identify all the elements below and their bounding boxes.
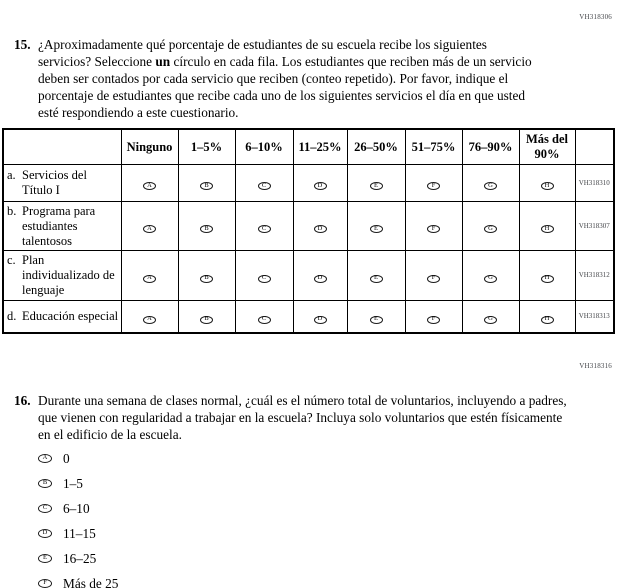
table-header-row	[3, 129, 614, 165]
row-label-text: Programa para estudiantes talentosos	[22, 204, 96, 248]
option-0	[38, 452, 589, 465]
option-label: Más de 25	[63, 575, 119, 588]
answer-cell	[293, 251, 347, 300]
answer-oval[interactable]: E	[370, 182, 383, 190]
answer-oval[interactable]: A	[143, 182, 156, 190]
row-label-plan-lenguaje	[3, 251, 121, 300]
option-label: 0	[63, 450, 70, 466]
form-code-q16: VH318316	[579, 362, 612, 370]
answer-cell	[178, 300, 235, 333]
answer-cell	[178, 165, 235, 202]
question-16-options	[14, 452, 589, 588]
answer-cell	[462, 251, 519, 300]
header-empty	[3, 129, 121, 165]
answer-oval[interactable]: D	[314, 275, 327, 283]
answer-oval[interactable]: G	[484, 182, 497, 190]
row-label-educacion-especial	[3, 300, 121, 333]
row-prefix: d.	[7, 308, 17, 323]
answer-cell	[462, 202, 519, 251]
answer-cell	[121, 165, 178, 202]
answer-oval[interactable]: A	[143, 275, 156, 283]
question-15-text-part2: círculo en cada fila. Los estudiantes que reciben más de un servicio deben ser contados por cada servicio que reciben (conteo repetido). Por favor, indique el porcentaje de estudiantes que recibe cada uno de los siguientes servicios el día en que usted esté respondiendo a este cuestionario.	[38, 54, 532, 120]
answer-oval[interactable]: F	[427, 275, 440, 283]
answer-oval[interactable]: D	[38, 529, 52, 538]
question-16-text: Durante una semana de clases normal, ¿cuál es el número total de voluntarios, incluyendo a padres, que vienen con regularidad a trabajar en la escuela? Incluya solo voluntarios que estén físicamente en el edificio de la escuela.	[38, 393, 567, 442]
answer-oval[interactable]: B	[200, 316, 213, 324]
answer-cell	[347, 202, 405, 251]
answer-oval[interactable]: C	[258, 182, 271, 190]
option-label: 11–15	[63, 525, 96, 541]
question-16	[14, 392, 589, 588]
row-code: VH318310	[575, 165, 614, 202]
answer-cell	[235, 165, 293, 202]
row-label-text: Plan individualizado de lenguaje	[22, 253, 115, 297]
answer-oval[interactable]: H	[541, 225, 554, 233]
answer-cell	[235, 202, 293, 251]
header-ninguno: Ninguno	[121, 129, 178, 165]
answer-cell	[405, 300, 462, 333]
option-label: 6–10	[63, 500, 90, 516]
option-16-25	[38, 552, 589, 565]
answer-cell	[519, 251, 575, 300]
answer-cell	[519, 300, 575, 333]
answer-cell	[519, 202, 575, 251]
question-16-number: 16.	[14, 393, 31, 408]
table-row	[3, 202, 614, 251]
answer-cell	[121, 300, 178, 333]
answer-oval[interactable]: C	[38, 504, 52, 513]
answer-cell	[121, 251, 178, 300]
answer-oval[interactable]: H	[541, 182, 554, 190]
answer-oval[interactable]: A	[38, 454, 52, 463]
answer-oval[interactable]: E	[38, 554, 52, 563]
answer-cell	[178, 251, 235, 300]
option-11-15	[38, 527, 589, 540]
answer-cell	[293, 202, 347, 251]
answer-oval[interactable]: G	[484, 275, 497, 283]
answer-cell	[347, 300, 405, 333]
row-label-programa-talentosos	[3, 202, 121, 251]
row-code: VH318307	[575, 202, 614, 251]
answer-oval[interactable]: E	[370, 316, 383, 324]
answer-oval[interactable]: B	[200, 275, 213, 283]
row-label-servicios-titulo-1	[3, 165, 121, 202]
question-15-number: 15.	[14, 37, 31, 52]
header-51-75: 51–75%	[405, 129, 462, 165]
option-mas-de-25	[38, 577, 589, 588]
answer-cell	[462, 300, 519, 333]
question-15-text-part1: ¿Aproximadamente qué porcentaje de estudiantes de su escuela recibe los siguientes servicios? Seleccione	[38, 37, 487, 69]
answer-oval[interactable]: C	[258, 275, 271, 283]
row-code: VH318312	[575, 251, 614, 300]
answer-oval[interactable]: G	[484, 225, 497, 233]
option-label: 1–5	[63, 475, 83, 491]
answer-oval[interactable]: F	[38, 579, 52, 588]
option-6-10	[38, 502, 589, 515]
answer-oval[interactable]: A	[143, 316, 156, 324]
answer-oval[interactable]: H	[541, 275, 554, 283]
option-1-5	[38, 477, 589, 490]
answer-cell	[519, 165, 575, 202]
option-label: 16–25	[63, 550, 97, 566]
answer-oval[interactable]: D	[314, 182, 327, 190]
q15-response-table	[2, 128, 615, 334]
answer-cell	[121, 202, 178, 251]
answer-cell	[405, 165, 462, 202]
answer-oval[interactable]: C	[258, 225, 271, 233]
row-label-text: Servicios del Título I	[22, 168, 87, 197]
answer-oval[interactable]: B	[200, 182, 213, 190]
answer-cell	[293, 165, 347, 202]
answer-cell	[462, 165, 519, 202]
table-row	[3, 251, 614, 300]
row-prefix: b.	[7, 204, 17, 218]
header-26-50: 26–50%	[347, 129, 405, 165]
answer-cell	[178, 202, 235, 251]
answer-cell	[293, 300, 347, 333]
answer-oval[interactable]: C	[258, 316, 271, 324]
answer-cell	[405, 202, 462, 251]
answer-oval[interactable]: B	[200, 225, 213, 233]
header-1-5: 1–5%	[178, 129, 235, 165]
row-label-text: Educación especial	[22, 308, 119, 323]
answer-oval[interactable]: D	[314, 225, 327, 233]
header-76-90: 76–90%	[462, 129, 519, 165]
answer-oval[interactable]: E	[370, 275, 383, 283]
answer-oval[interactable]: F	[427, 316, 440, 324]
answer-cell	[405, 251, 462, 300]
answer-cell	[235, 251, 293, 300]
answer-oval[interactable]: H	[541, 316, 554, 324]
answer-oval[interactable]: A	[143, 225, 156, 233]
row-prefix: c.	[7, 253, 16, 268]
table-row	[3, 165, 614, 202]
question-15-text	[38, 36, 543, 121]
answer-oval[interactable]: F	[427, 182, 440, 190]
form-code-q15: VH318306	[579, 13, 612, 21]
answer-cell	[347, 251, 405, 300]
row-prefix: a.	[7, 168, 16, 183]
answer-oval[interactable]: F	[427, 225, 440, 233]
answer-cell	[235, 300, 293, 333]
header-mas-del-90: Más del 90%	[519, 129, 575, 165]
table-row	[3, 300, 614, 333]
question-15	[14, 36, 570, 121]
answer-oval[interactable]: E	[370, 225, 383, 233]
answer-oval[interactable]: D	[314, 316, 327, 324]
row-code: VH318313	[575, 300, 614, 333]
header-code-empty	[575, 129, 614, 165]
answer-oval[interactable]: B	[38, 479, 52, 488]
answer-oval[interactable]: G	[484, 316, 497, 324]
header-6-10: 6–10%	[235, 129, 293, 165]
answer-cell	[347, 165, 405, 202]
header-11-25: 11–25%	[293, 129, 347, 165]
question-15-text-bold: un	[155, 54, 171, 69]
